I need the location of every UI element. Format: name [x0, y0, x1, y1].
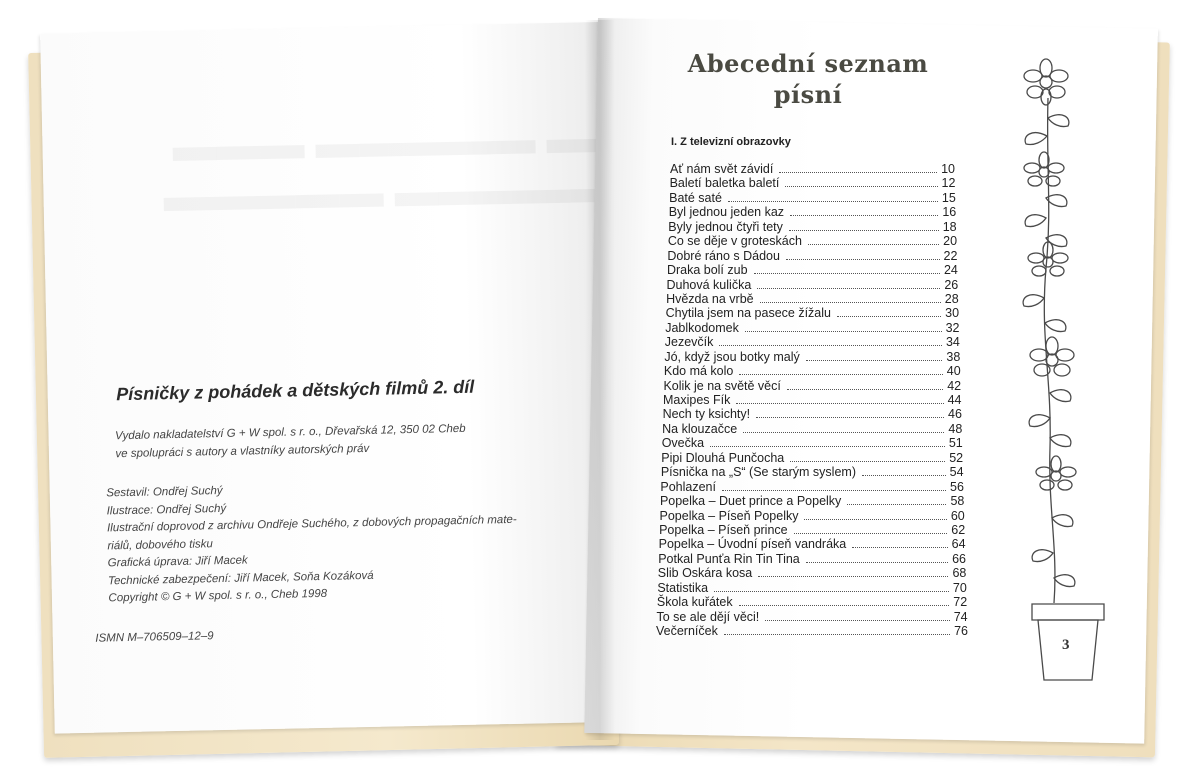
toc-entry-title: Hvězda na vrbě — [666, 291, 754, 306]
credit-line: Technické zabezpečení: Jiří Macek, Soňa Kozáková — [107, 569, 374, 587]
toc-dot-leader — [756, 416, 944, 418]
toc-entry-title: Na klouzačce — [662, 421, 738, 436]
toc-entry-page: 15 — [941, 190, 956, 205]
toc-entry-page: 22 — [943, 248, 958, 263]
toc-entry — [659, 523, 965, 538]
toc-entry — [670, 176, 956, 191]
toc-entry-title: Ať nám svět závidí — [670, 162, 774, 176]
section-title: I. Z televizní obrazovky — [671, 136, 791, 148]
toc-entry-title: Písnička na „S“ (Se starým syslem) — [660, 465, 856, 480]
toc-entry-title: Popelka – Úvodní píseň vandráka — [658, 537, 847, 552]
toc-entry-title: Kolik je na světě věcí — [663, 378, 781, 393]
toc-entry-title: Chytila jsem na pasece žížalu — [665, 306, 831, 321]
toc-entry — [664, 364, 961, 379]
toc-entry-title: Jezevčík — [664, 335, 714, 350]
toc-entry — [660, 494, 964, 509]
toc-entry-page: 46 — [948, 407, 962, 422]
toc-entry-title: Jablkodomek — [665, 320, 739, 335]
toc-dot-leader — [847, 503, 946, 505]
toc-dot-leader — [852, 546, 947, 548]
flower-pot-illustration — [1010, 48, 1120, 688]
flower-drawing — [1024, 59, 1068, 105]
toc-entry — [662, 422, 962, 437]
toc-entry — [669, 205, 957, 220]
toc-entry — [658, 552, 966, 567]
toc-entry — [656, 610, 967, 625]
toc-entry — [665, 335, 960, 350]
toc-entry — [659, 537, 966, 552]
toc-entry — [666, 306, 959, 321]
toc-dot-leader — [724, 633, 950, 635]
toc-entry — [664, 350, 960, 365]
toc-entry — [660, 509, 965, 524]
toc-dot-leader — [808, 243, 939, 245]
toc-entry-title: Večerníček — [656, 624, 718, 638]
toc-dot-leader — [760, 301, 941, 303]
toc-entry-page: 24 — [943, 263, 958, 278]
toc-entry-title: Kdo má kolo — [663, 364, 734, 379]
toc-entry-title: Byl jednou jeden kaz — [668, 205, 785, 220]
flower-drawing — [1024, 152, 1064, 186]
toc-entry — [665, 321, 959, 336]
toc-entry-page: 74 — [953, 609, 968, 624]
toc-entry — [667, 278, 959, 293]
toc-dot-leader — [790, 214, 938, 216]
toc-dot-leader — [736, 402, 943, 404]
toc-dot-leader — [714, 590, 949, 592]
page-number: 3 — [1062, 637, 1070, 653]
toc-heading-line: písní — [773, 80, 843, 109]
toc-entry-page: 48 — [948, 421, 963, 436]
toc-entry — [670, 162, 955, 177]
toc-dot-leader — [757, 287, 940, 289]
toc-entry-page: 62 — [951, 522, 966, 537]
credit-line: Sestavil: Ondřej Suchý — [106, 484, 223, 500]
toc-entry — [668, 220, 956, 235]
publisher-line: Vydalo nakladatelství G + W spol. s r. o., Dřevařská 12, 350 02 Cheb — [114, 422, 466, 443]
toc-entry — [667, 249, 957, 264]
toc-entry — [663, 379, 961, 394]
toc-dot-leader — [758, 575, 948, 577]
toc-entry-title: To se ale dějí věci! — [656, 609, 760, 624]
toc-dot-leader — [837, 315, 941, 317]
toc-entry — [657, 581, 966, 596]
toc-dot-leader — [862, 474, 946, 476]
toc-entry-title: Byly jednou čtyři tety — [668, 219, 783, 234]
toc-dot-leader — [743, 431, 944, 433]
toc-dot-leader — [790, 460, 945, 462]
toc-entry-title: Slib Oskára kosa — [657, 566, 753, 581]
toc-dot-leader — [728, 200, 938, 202]
toc-entry-page: 44 — [947, 393, 962, 407]
toc-entry-title: Baté saté — [669, 190, 722, 205]
toc-dot-leader — [787, 388, 943, 390]
toc-entry-title: Pohlazení — [660, 479, 716, 494]
toc-entry-page: 70 — [952, 580, 967, 595]
toc-entry — [663, 393, 962, 408]
book-title: Písničky z pohádek a dětských filmů 2. díl — [115, 376, 475, 405]
toc-entry-title: Co se děje v groteskách — [667, 234, 802, 249]
toc-entry-title: Jó, když jsou botky malý — [664, 349, 800, 364]
toc-heading-line: Abecední seznam — [687, 49, 929, 78]
toc-dot-leader — [754, 272, 940, 274]
toc-entry — [656, 624, 968, 639]
toc-entry-page: 66 — [952, 551, 966, 566]
toc-dot-leader — [745, 330, 942, 332]
credit-line: Grafická úprava: Jiří Macek — [107, 554, 248, 570]
toc-entry-page: 10 — [941, 162, 955, 176]
toc-dot-leader — [789, 229, 939, 231]
toc-entry — [662, 436, 963, 451]
toc-entry — [661, 465, 964, 480]
toc-entry — [668, 234, 957, 249]
toc-entry-page: 54 — [949, 465, 964, 480]
toc-entry — [661, 451, 963, 466]
toc-entry-title: Ovečka — [661, 436, 705, 451]
toc-entry-page: 34 — [945, 335, 960, 350]
credit-line: Ilustrace: Ondřej Suchý — [106, 502, 227, 517]
toc-entry-page: 12 — [941, 176, 956, 191]
toc-dot-leader — [765, 619, 949, 621]
toc-entry-page: 76 — [954, 624, 968, 638]
toc-entry-title: Draka bolí zub — [666, 263, 748, 278]
toc-entry-page: 18 — [942, 219, 957, 234]
toc-entry-title: Dobré ráno s Dádou — [667, 248, 780, 263]
toc-entry — [667, 263, 958, 278]
toc-dot-leader — [719, 344, 942, 346]
toc-entry-page: 40 — [946, 364, 961, 379]
toc-entry-page: 32 — [945, 320, 960, 335]
ismn-code: ISMN M–706509–12–9 — [95, 629, 214, 645]
toc-dot-leader — [794, 532, 948, 534]
toc-entry-page: 64 — [951, 537, 966, 552]
toc-dot-leader — [804, 518, 946, 520]
toc-dot-leader — [806, 359, 943, 361]
toc-dot-leader — [739, 604, 950, 606]
toc-entry-page: 52 — [949, 450, 964, 465]
toc-dot-leader — [786, 258, 940, 260]
toc-entry-title: Baletí baletka baletí — [669, 176, 780, 191]
toc-heading — [658, 48, 958, 110]
toc-entry-page: 60 — [950, 508, 965, 523]
toc-entry-page: 42 — [947, 378, 962, 393]
toc-entry-title: Nech ty ksichty! — [662, 407, 751, 422]
toc-entry-page: 38 — [946, 349, 961, 364]
toc-entry-page: 72 — [953, 595, 968, 610]
toc-entry-title: Statistika — [657, 580, 709, 595]
toc-entry-title: Popelka – Píseň prince — [659, 522, 788, 537]
toc-entry-title: Potkal Punťa Rin Tin Tina — [658, 551, 800, 566]
toc-dot-leader — [806, 561, 948, 563]
flower-drawing — [1036, 456, 1076, 490]
publisher-line: ve spolupráci s autory a vlastníky autorských práv — [115, 442, 370, 461]
toc-dot-leader — [779, 171, 937, 173]
toc-entry — [657, 595, 967, 610]
toc-entry-page: 20 — [943, 234, 958, 249]
toc-dot-leader — [785, 185, 937, 187]
toc-entry — [658, 566, 967, 581]
toc-entry-page: 56 — [950, 479, 964, 494]
toc-entry-title: Duhová kulička — [666, 277, 752, 292]
toc-entry-title: Škola kuřátek — [656, 595, 733, 610]
toc-entry — [660, 480, 964, 495]
toc-entry-page: 30 — [945, 306, 960, 321]
toc-dot-leader — [710, 445, 945, 447]
credit-line: Copyright © G + W spol. s r. o., Cheb 1998 — [108, 587, 328, 605]
toc-entry-title: Popelka – Píseň Popelky — [659, 508, 799, 523]
credit-line: riálů, dobového tisku — [107, 537, 213, 552]
toc-entry-title: Pipi Dlouhá Punčocha — [661, 450, 785, 465]
toc-entry-page: 16 — [942, 205, 957, 220]
toc-entry-page: 28 — [944, 291, 959, 306]
toc-entry-page: 68 — [952, 566, 967, 581]
toc-entry-page: 58 — [950, 494, 965, 509]
credit-line: Ilustrační doprovod z archivu Ondřeje Suchého, z dobových propagačních mate- — [106, 513, 517, 535]
toc-entry — [666, 292, 959, 307]
flower-drawing — [1030, 337, 1074, 376]
toc-entry-title: Popelka – Duet prince a Popelky — [659, 494, 842, 509]
toc-entry-title: Maxipes Fík — [663, 393, 731, 407]
toc-entry — [663, 407, 962, 422]
toc-entry-page: 51 — [948, 436, 963, 451]
toc-entry — [669, 191, 956, 206]
toc-entry-page: 26 — [944, 277, 959, 292]
toc-dot-leader — [739, 373, 942, 375]
toc-dot-leader — [722, 489, 946, 491]
